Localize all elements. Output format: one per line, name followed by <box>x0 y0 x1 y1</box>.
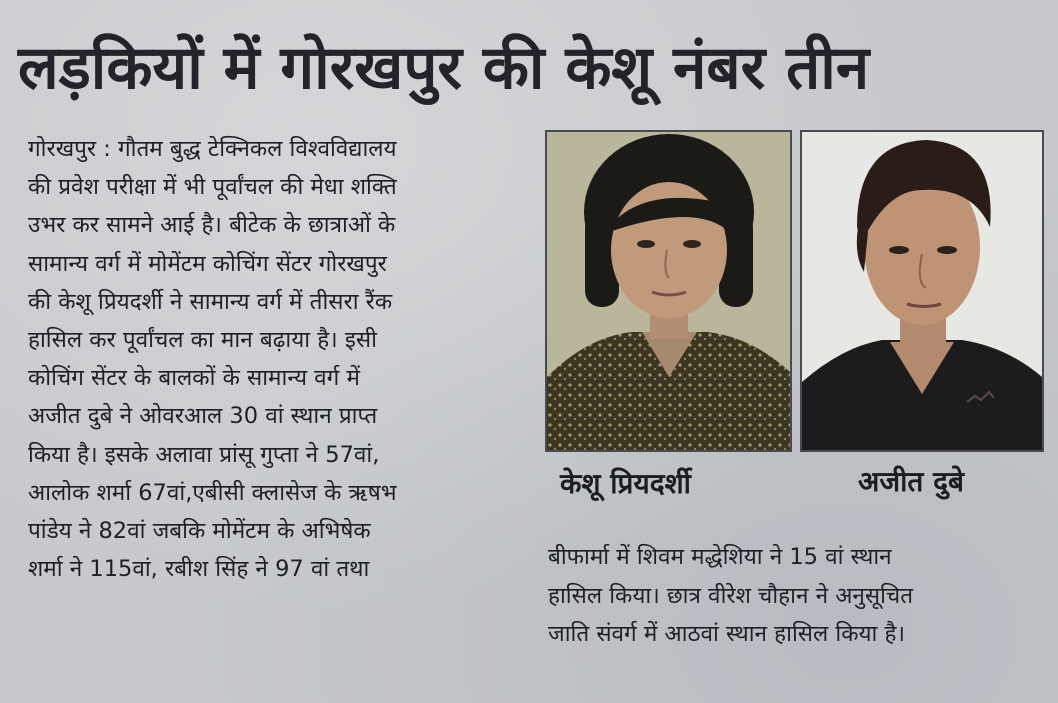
body-line: की केशू प्रियदर्शी ने सामान्य वर्ग में तीसरा रैंक <box>28 288 393 315</box>
body-line: सामान्य वर्ग में मोमेंटम कोचिंग सेंटर गोरखपुर <box>28 250 387 277</box>
portrait-illustration <box>802 132 1042 450</box>
body-line: जाति संवर्ग में आठवां स्थान हासिल किया है। <box>548 621 906 647</box>
body-line: हासिल किया। छात्र वीरेश चौहान ने अनुसूचित <box>548 582 914 609</box>
body-line: की प्रवेश परीक्षा में भी पूर्वांचल की मेधा शक्ति <box>28 174 397 201</box>
body-line: हासिल कर पूर्वांचल का मान बढ़ाया है। इसी <box>28 326 377 353</box>
body-line: शर्मा ने 115वां, रबीश सिंह ने 97 वां तथा <box>28 556 370 583</box>
body-line: कोचिंग सेंटर के बालकों के सामान्य वर्ग में <box>28 365 360 392</box>
headline: लड़कियों में गोरखपुर की केशू नंबर तीन <box>18 33 870 103</box>
portrait-photo-keshu <box>545 130 792 452</box>
body-line: पांडेय ने 82वां जबकि मोमेंटम के अभिषेक <box>28 517 371 544</box>
article-continuation <box>548 538 1038 654</box>
body-line: बीफार्मा में शिवम मद्धेशिया ने 15 वां स्थान <box>548 544 892 570</box>
portrait-photo-ajeet <box>800 130 1044 452</box>
photo-caption-ajeet: अजीत दुबे <box>858 465 964 498</box>
portrait-illustration <box>547 132 790 450</box>
photo-caption-keshu: केशू प्रियदर्शी <box>560 467 691 500</box>
article-body <box>28 130 513 670</box>
body-line: गोरखपुर : गौतम बुद्ध टेक्निकल विश्वविद्यालय <box>28 136 397 162</box>
body-line: किया है। इसके अलावा प्रांसू गुप्ता ने 57वां, <box>28 441 380 468</box>
body-line: आलोक शर्मा 67वां,एबीसी क्लासेज के ऋषभ <box>28 479 397 506</box>
body-line: उभर कर सामने आई है। बीटेक के छात्राओं के <box>28 212 396 239</box>
body-line: अजीत दुबे ने ओवरआल 30 वां स्थान प्राप्त <box>28 403 378 430</box>
